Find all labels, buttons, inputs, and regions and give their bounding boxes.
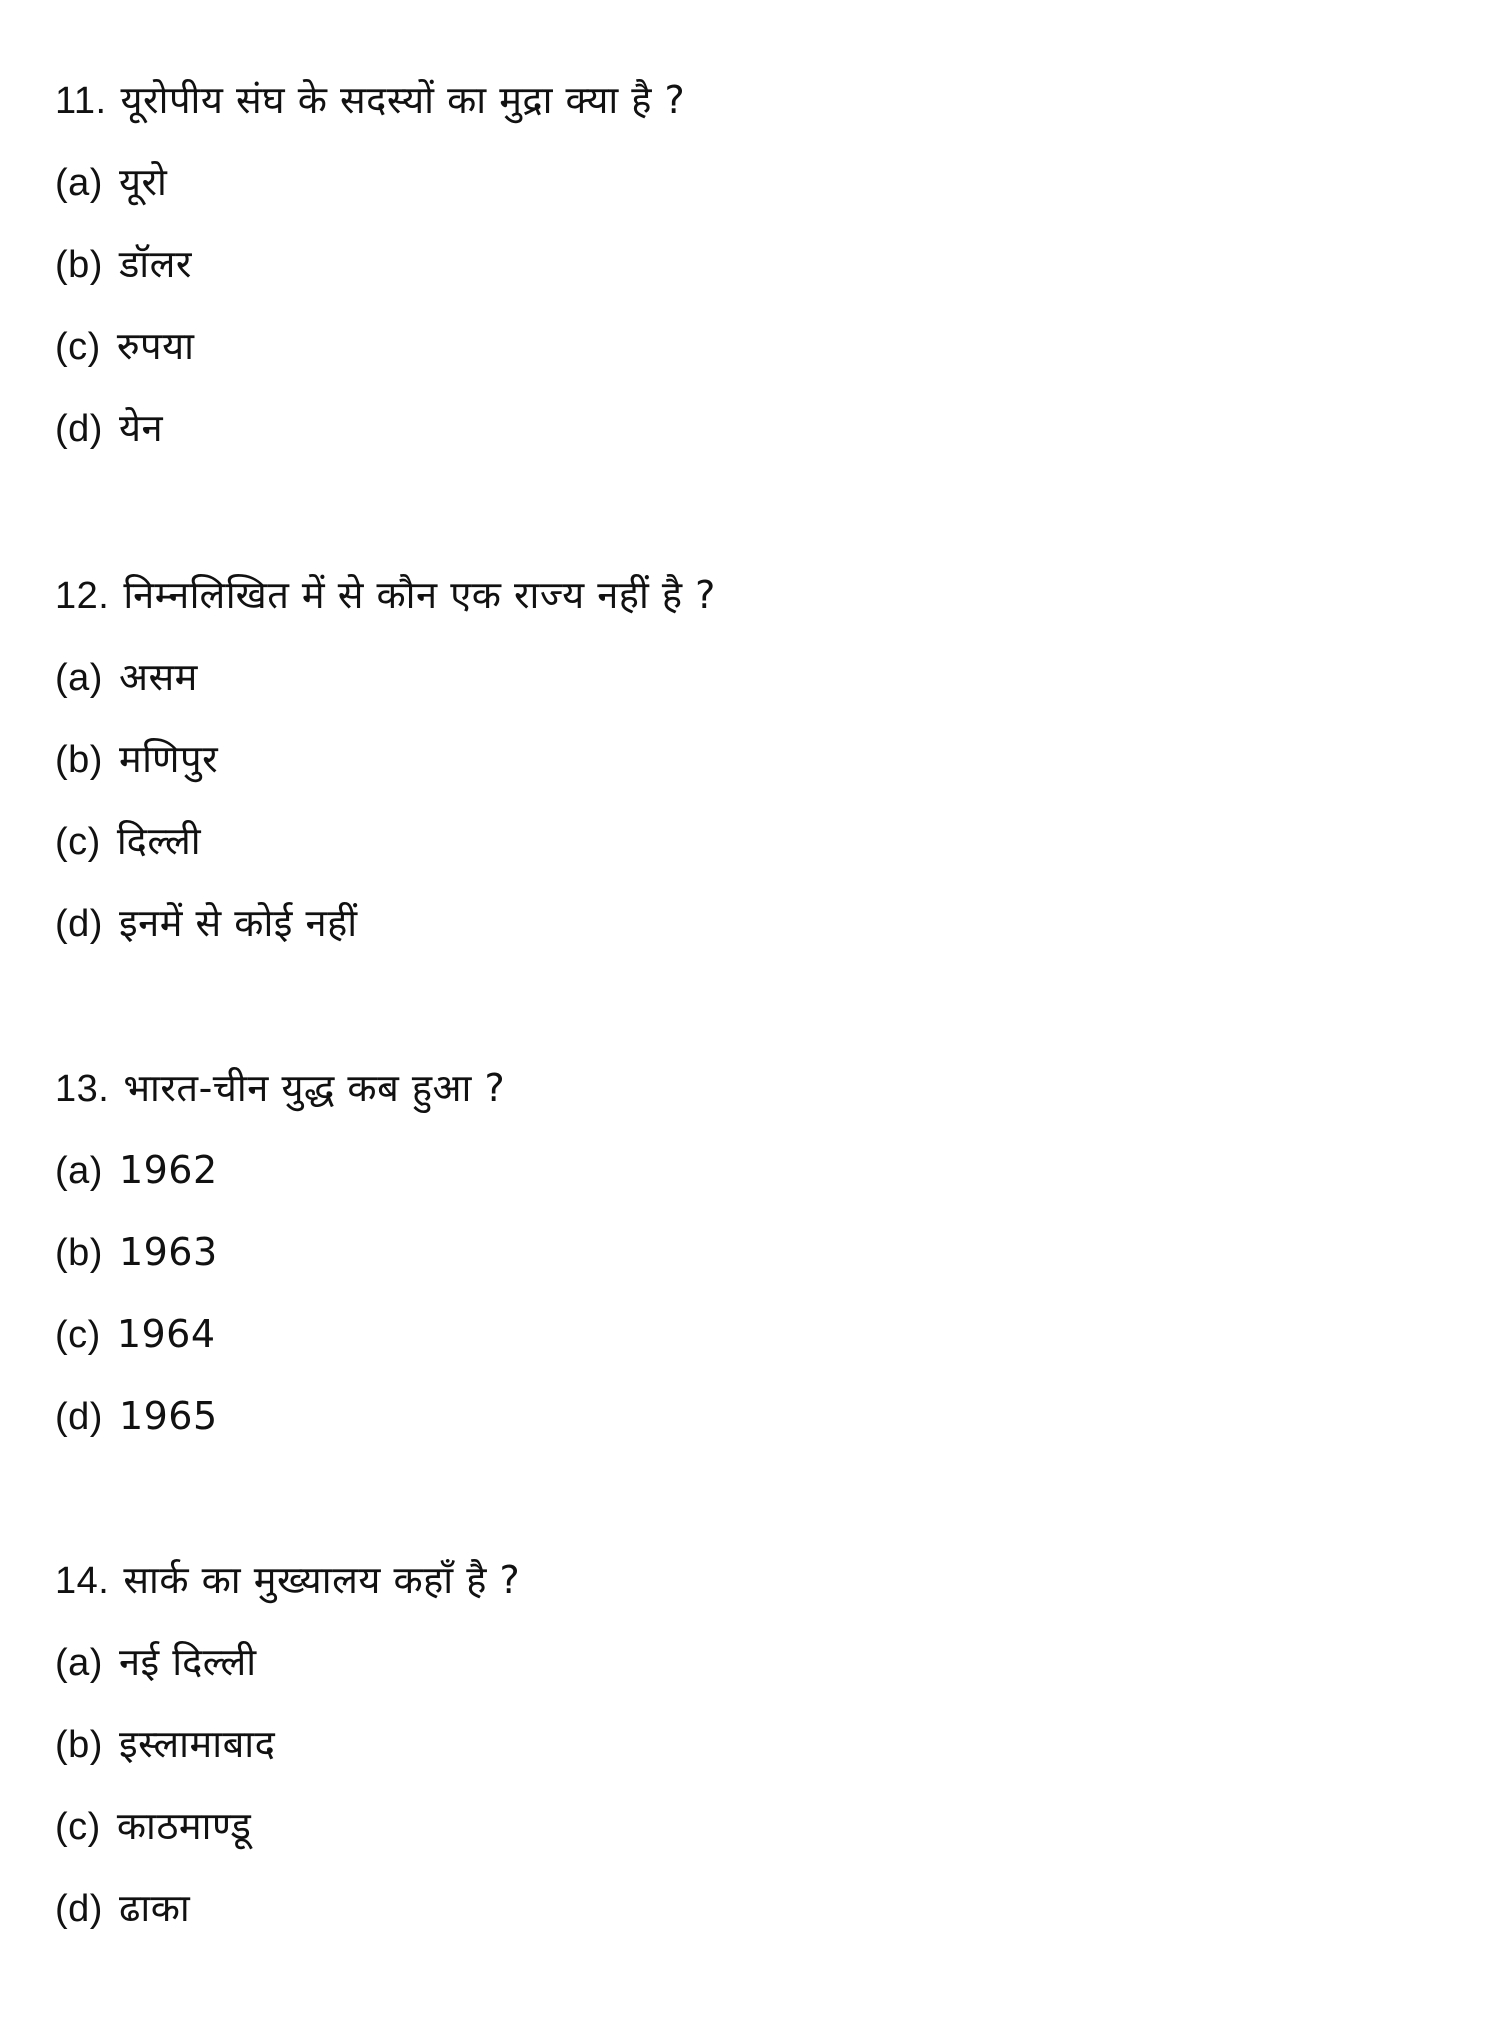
option-text: काठमाण्डू: [116, 1804, 252, 1848]
option-text: असम: [118, 655, 198, 699]
option-label: (a): [55, 1642, 103, 1684]
question-number: 11.: [55, 80, 107, 122]
question-text: सार्क का मुख्यालय कहाँ है ?: [123, 1558, 521, 1602]
option-label: (d): [55, 903, 103, 945]
option-label: (d): [55, 408, 103, 450]
option-c[interactable]: [55, 1304, 216, 1364]
option-text: 1965: [118, 1394, 218, 1438]
option-a[interactable]: [55, 1140, 218, 1200]
option-label: (a): [55, 657, 103, 699]
option-b[interactable]: [55, 729, 218, 789]
option-d[interactable]: [55, 398, 163, 458]
option-text: 1963: [118, 1230, 218, 1274]
option-d[interactable]: [55, 1878, 190, 1938]
option-c[interactable]: [55, 811, 201, 871]
option-text: मणिपुर: [118, 737, 219, 781]
question-title: [55, 70, 685, 130]
option-text: 1962: [118, 1148, 218, 1192]
option-label: (c): [55, 1314, 101, 1356]
option-c[interactable]: [55, 1796, 251, 1856]
question-number: 13.: [55, 1068, 110, 1110]
option-b[interactable]: [55, 1714, 275, 1774]
question-title: [55, 1550, 520, 1610]
option-text: यूरो: [118, 160, 168, 204]
option-label: (b): [55, 1724, 103, 1766]
question-text: यूरोपीय संघ के सदस्यों का मुद्रा क्या है ?: [120, 78, 686, 122]
option-b[interactable]: [55, 234, 192, 294]
option-label: (d): [55, 1396, 103, 1438]
question-number: 14.: [55, 1560, 110, 1602]
option-label: (b): [55, 1232, 103, 1274]
option-b[interactable]: [55, 1222, 218, 1282]
option-c[interactable]: [55, 316, 195, 376]
option-label: (c): [55, 821, 101, 863]
option-label: (b): [55, 739, 103, 781]
option-label: (c): [55, 326, 101, 368]
option-text: इस्लामाबाद: [118, 1722, 276, 1766]
option-d[interactable]: [55, 893, 358, 953]
option-label: (c): [55, 1806, 101, 1848]
option-text: इनमें से कोई नहीं: [118, 901, 358, 945]
option-a[interactable]: [55, 1632, 257, 1692]
option-text: दिल्ली: [116, 819, 202, 863]
option-d[interactable]: [55, 1386, 218, 1446]
option-text: डॉलर: [118, 242, 192, 286]
option-label: (a): [55, 162, 103, 204]
question-text: भारत-चीन युद्ध कब हुआ ?: [123, 1066, 506, 1110]
option-a[interactable]: [55, 152, 167, 212]
question-number: 12.: [55, 575, 110, 617]
question-text: निम्नलिखित में से कौन एक राज्य नहीं है ?: [123, 573, 716, 617]
question-title: [55, 565, 716, 625]
option-text: 1964: [116, 1312, 216, 1356]
option-text: ढाका: [118, 1886, 191, 1930]
question-title: [55, 1058, 505, 1118]
option-text: रुपया: [116, 324, 195, 368]
option-text: नई दिल्ली: [118, 1640, 257, 1684]
option-text: येन: [118, 406, 164, 450]
option-a[interactable]: [55, 647, 198, 707]
option-label: (b): [55, 244, 103, 286]
option-label: (a): [55, 1150, 103, 1192]
option-label: (d): [55, 1888, 103, 1930]
